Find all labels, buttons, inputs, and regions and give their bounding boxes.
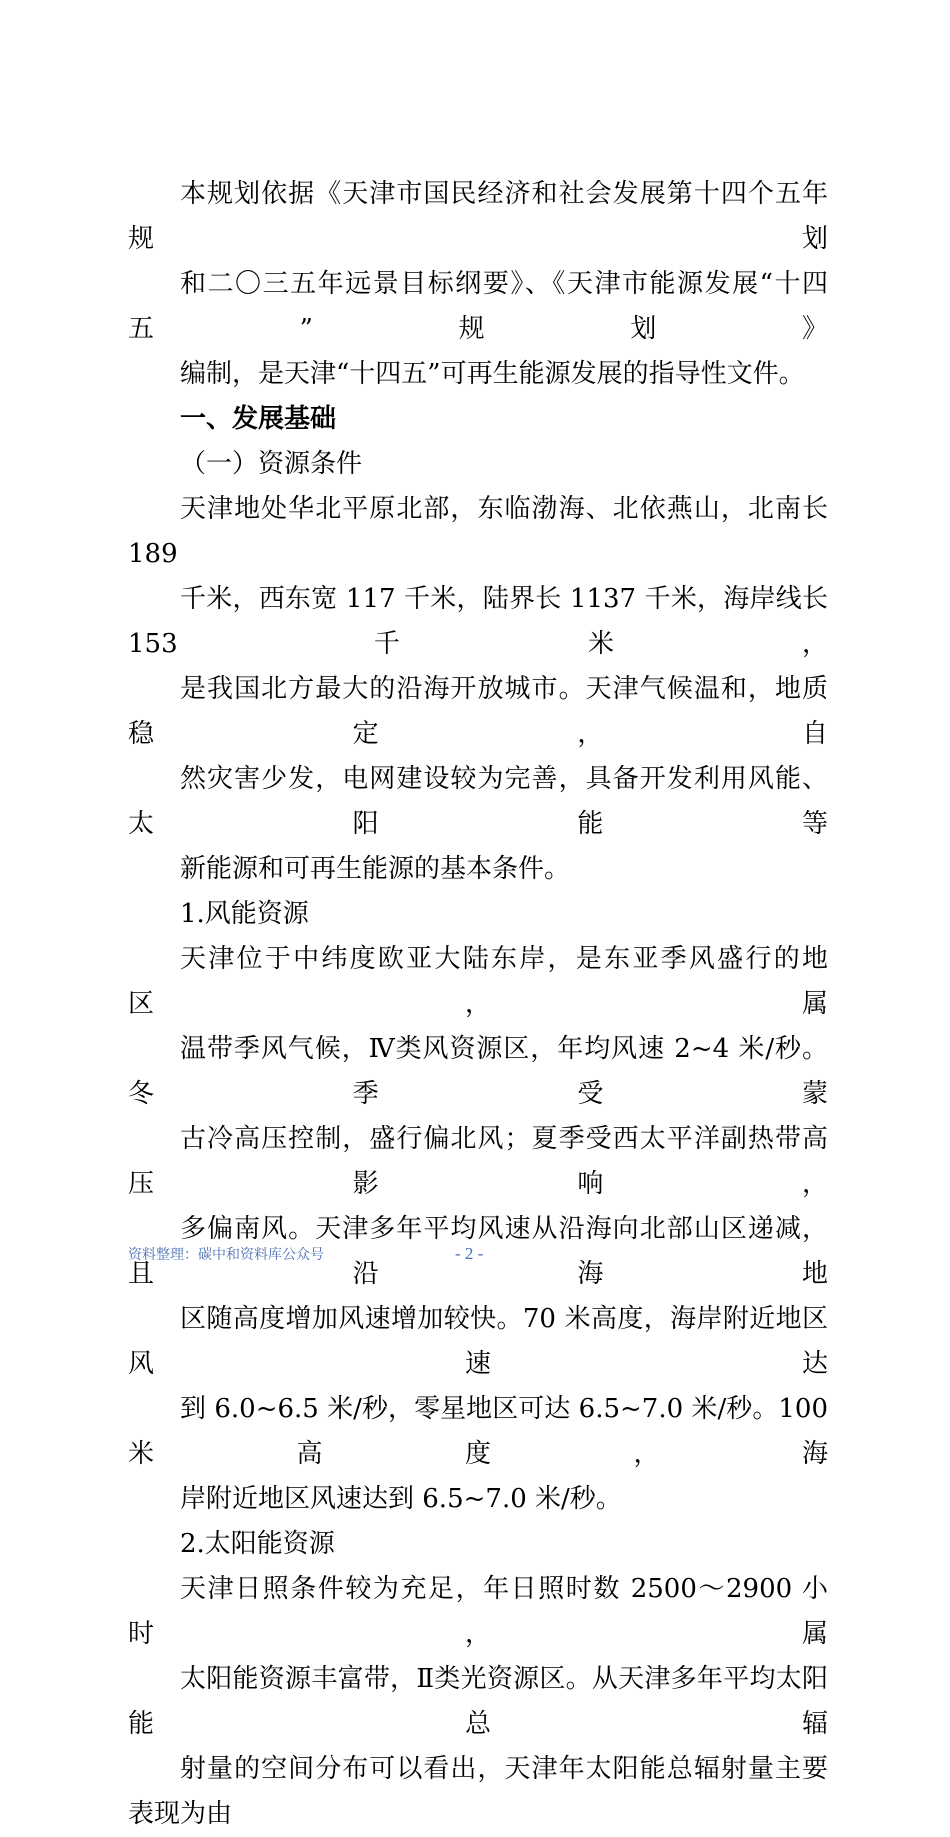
text-line: 温带季风气候，Ⅳ类风资源区，年均风速 2~4 米/秒。冬季受蒙 (128, 1034, 828, 1109)
text-line: 到 6.0~6.5 米/秒，零星地区可达 6.5~7.0 米/秒。100 米高度，海 (128, 1394, 828, 1469)
text-line: 然灾害少发，电网建设较为完善，具备开发利用风能、太阳能等 (128, 764, 828, 839)
subsection-heading: （一）资源条件 (180, 449, 363, 479)
text-line: 天津位于中纬度欧亚大陆东岸，是东亚季风盛行的地区，属 (128, 944, 828, 1019)
text-line: 多偏南风。天津多年平均风速从沿海向北部山区递减，且沿海地 (128, 1214, 828, 1289)
intro-paragraph (128, 172, 828, 397)
text-line: 新能源和可再生能源的基本条件。 (180, 854, 571, 884)
solar-paragraph (128, 1567, 828, 1837)
page-number: - 2 - (455, 1244, 484, 1263)
wind-heading: 1.风能资源 (180, 899, 309, 929)
footer-source: 资料整理：碳中和资料库公众号 (128, 1247, 324, 1263)
document-body (128, 172, 828, 1837)
text-line: 编制，是天津“十四五”可再生能源发展的指导性文件。 (180, 359, 805, 389)
text-line: 太阳能资源丰富带，Ⅱ类光资源区。从天津多年平均太阳能总辐 (128, 1664, 828, 1739)
text-line: 岸附近地区风速达到 6.5~7.0 米/秒。 (180, 1484, 622, 1514)
text-line: 天津日照条件较为充足，年日照时数 2500～2900 小时，属 (128, 1574, 828, 1649)
text-line: 区随高度增加风速增加较快。70 米高度，海岸附近地区风速达 (128, 1304, 828, 1379)
solar-heading: 2.太阳能资源 (180, 1529, 335, 1559)
text-line: 千米，西东宽 117 千米，陆界长 1137 千米，海岸线长 153 千米， (128, 584, 828, 659)
text-line: 和二〇三五年远景目标纲要》、《天津市能源发展“十四五”规划》 (128, 269, 828, 344)
resource-paragraph (128, 487, 828, 892)
text-line: 是我国北方最大的沿海开放城市。天津气候温和，地质稳定，自 (128, 674, 828, 749)
text-line: 本规划依据《天津市国民经济和社会发展第十四个五年规划 (128, 179, 828, 254)
text-line: 天津地处华北平原北部，东临渤海、北依燕山，北南长 189 (128, 494, 828, 569)
text-line: 射量的空间分布可以看出，天津年太阳能总辐射量主要表现为由 (128, 1754, 828, 1829)
text-line: 古冷高压控制，盛行偏北风；夏季受西太平洋副热带高压影响， (128, 1124, 828, 1199)
section-heading: 一、发展基础 (180, 404, 337, 434)
wind-paragraph (128, 937, 828, 1522)
